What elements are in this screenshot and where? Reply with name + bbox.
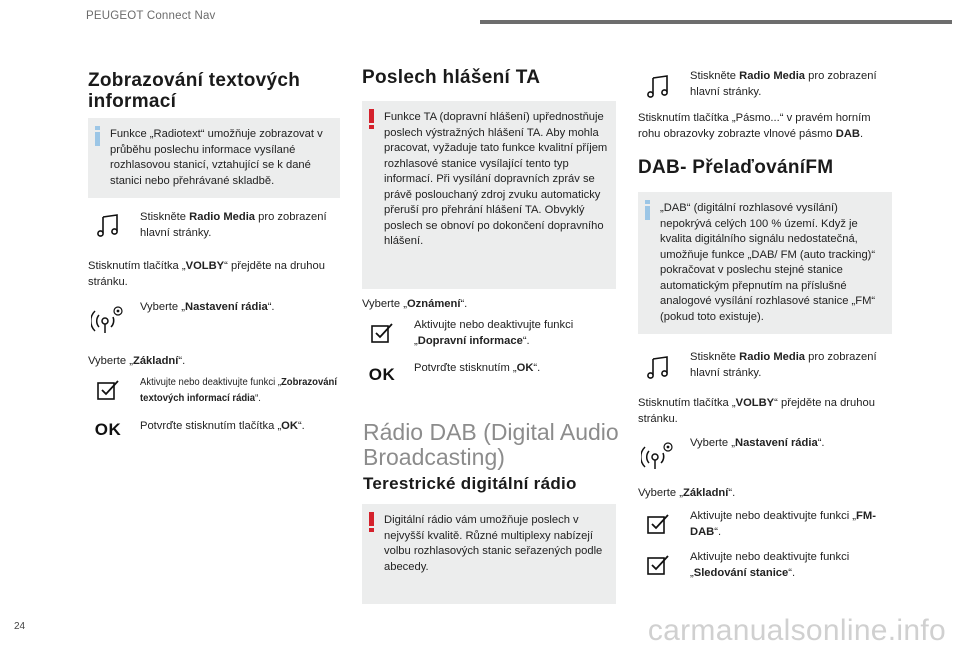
watermark: carmanualsonline.info [647,614,946,647]
checkbox-checked-icon [88,375,128,405]
checkbox-checked-icon [638,509,678,539]
music-note-icon [638,71,678,101]
warning-icon [369,512,374,532]
step-text: Potvrďte stisknutím tlačítka „OK“. [140,420,305,432]
paragraph-volby: Stisknutím tlačítka „VOLBY“ přejděte na druhou stránku. [638,397,875,425]
step-radio-settings [88,300,340,336]
info-icon [95,126,100,146]
warning-box-digital-radio [362,504,616,604]
radio-settings-icon [88,304,128,334]
step-text: Stiskněte Radio Media pro zobrazení hlavní stránky. [690,70,877,98]
step-station-tracking-toggle [638,550,894,584]
info-text: „DAB“ (digitální rozhlasové vysílání) nepokrývá celých 100 % území. Když je kvalita digitálního signálu nedostatečná, umožňuje funkce „DAB/ FM (auto tracking)“ pokračovat v poslechu stejné stanice automatickým přepnutím na příslušné analogové vysílání rozhlasové stanice „FM“ (pokud toto existuje). [660,202,876,323]
step-radio-settings [638,436,894,472]
step-text: Aktivujte nebo deaktivujte funkci „Sledování stanice“. [690,551,850,579]
step-text: Vyberte „Nastavení rádia“. [690,437,825,449]
step-radio-media [88,210,340,242]
checkbox-checked-icon [638,550,678,580]
step-confirm-ok [88,418,340,444]
header-brand: PEUGEOT Connect Nav [86,10,216,22]
paragraph-zakladni: Vyberte „Základní“. [638,487,736,499]
ok-icon: OK [368,365,396,385]
warning-icon [369,109,374,129]
music-note-icon [88,210,128,240]
step-text: Aktivujte nebo deaktivujte funkci „Dopravní informace“. [414,319,574,347]
paragraph-volby: Stisknutím tlačítka „VOLBY“ přejděte na druhou stránku. [88,260,325,288]
checkbox-checked-icon [362,318,402,348]
step-traffic-info-toggle [362,318,616,352]
step-text: Aktivujte nebo deaktivujte funkci „Zobrazování textových informací rádia“. [140,377,337,404]
step-text: Stiskněte Radio Media pro zobrazení hlavní stránky. [690,351,877,379]
warning-text: Funkce TA (dopravní hlášení) upřednostňuje poslech výstražných hlášení TA. Aby mohla pracovat, vyžaduje tato funkce kvalitní příjem rozhlasové stanice vysílající tento typ informací. Při vysílání dopravních zpráv se právě poslouchaný zdroj zvuku automaticky přeruší pro přehrání hlášení TA. Obvyklý poslech se obnoví po dokončení dopravního hlášení. [384,111,608,247]
radio-settings-icon [638,440,678,470]
step-confirm-ok [362,361,616,387]
paragraph-oznameni: Vyberte „Oznámení“. [362,298,468,310]
section-title-dab-fm: DAB- PřelaďováníFM [638,157,834,178]
section-title-ta: Poslech hlášení TA [362,67,541,88]
warning-box-ta [362,101,616,289]
info-box-radiotext [88,118,340,198]
section-title-dab: Rádio DAB (Digital Audio Broadcasting) [363,419,619,470]
step-text: Vyberte „Nastavení rádia“. [140,301,275,313]
info-icon [645,200,650,220]
section-title-radiotext: Zobrazování textových informací [88,70,301,112]
step-radiotext-toggle [88,375,340,407]
step-radio-media-2 [638,350,894,382]
page-number: 24 [14,621,26,632]
paragraph-zakladni: Vyberte „Základní“. [88,355,186,367]
ok-icon: OK [94,420,122,440]
paragraph-band: Stisknutím tlačítka „Pásmo...“ v pravém horním rohu obrazovky zobrazte vlnové pásmo DAB. [638,112,871,140]
step-fm-dab-toggle [638,509,894,543]
music-note-icon [638,352,678,382]
step-text: Aktivujte nebo deaktivujte funkci „FM-DAB“. [690,510,876,538]
step-text: Potvrďte stisknutím „OK“. [414,362,541,374]
subtitle-terrestrial: Terestrické digitální rádio [363,474,577,493]
header-bar [480,20,952,24]
info-text: Funkce „Radiotext“ umožňuje zobrazovat v průběhu poslechu informace vysílané rozhlasovou stanicí, vztahující se k dané stanici nebo přehrávané skladbě. [110,128,323,187]
step-radio-media [638,69,894,101]
info-box-dab-fm [638,192,892,334]
warning-text: Digitální rádio vám umožňuje poslech v nejvyšší kvalitě. Různé multiplexy nabízejí volbu rozhlasových stanic seřazených podle abecedy. [384,514,603,573]
step-text: Stiskněte Radio Media pro zobrazení hlavní stránky. [140,211,327,239]
